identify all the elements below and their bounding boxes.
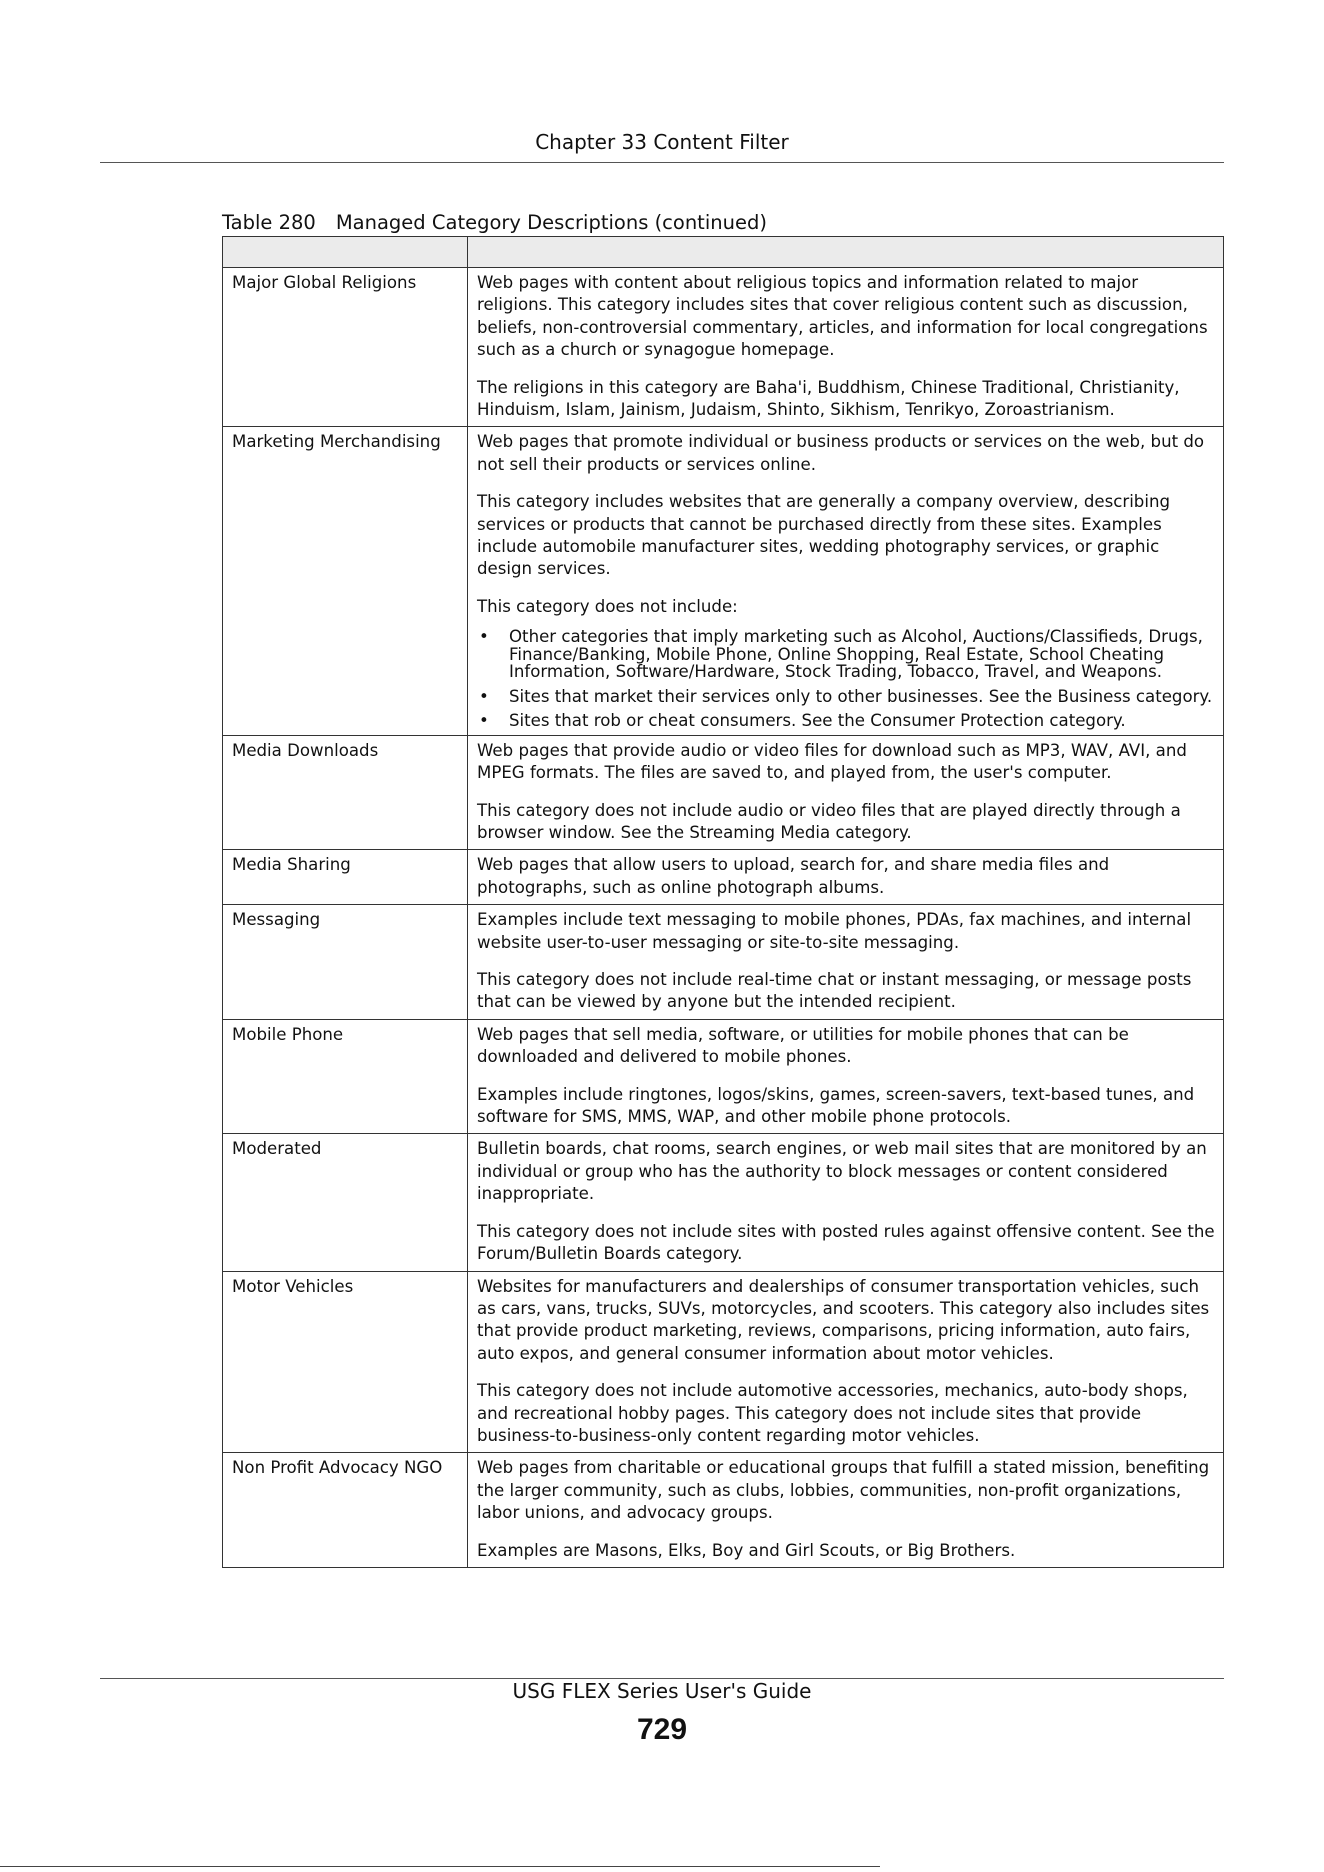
category-name: Moderated <box>223 1134 468 1271</box>
header-cell-description <box>468 237 1224 268</box>
category-name: Non Profit Advocacy NGO <box>223 1453 468 1568</box>
table-title: Managed Category Descriptions (continued) <box>335 211 767 234</box>
table-row <box>223 1453 1224 1568</box>
description-paragraph: Examples include text messaging to mobile phones, PDAs, fax machines, and internal website user-to-user messaging or site-to-site messaging. <box>477 910 1192 952</box>
category-description <box>468 1019 1224 1134</box>
table-header-row <box>223 237 1224 268</box>
category-description <box>468 1271 1224 1453</box>
bullet-icon: • <box>479 711 489 731</box>
category-description <box>468 427 1224 735</box>
table-row <box>223 427 1224 735</box>
chapter-header: Chapter 33 Content Filter <box>535 130 789 154</box>
description-paragraph: Examples include ringtones, logos/skins, games, screen-savers, text-based tunes, and software for SMS, MMS, WAP, and other mobile phone protocols. <box>477 1084 1195 1127</box>
category-name: Media Downloads <box>223 735 468 850</box>
list-item-text: Sites that market their services only to other businesses. See the Business category. <box>509 686 1213 706</box>
list-item <box>477 628 1215 681</box>
guide-title: USG FLEX Series User's Guide <box>512 1679 812 1703</box>
table-row <box>223 1134 1224 1271</box>
category-description <box>468 268 1224 427</box>
description-paragraph: Examples are Masons, Elks, Boy and Girl Scouts, or Big Brothers. <box>477 1540 1016 1560</box>
table-row <box>223 1271 1224 1453</box>
table-row <box>223 905 1224 1020</box>
category-name: Major Global Religions <box>223 268 468 427</box>
description-paragraph: This category includes websites that are generally a company overview, describing services or products that cannot be purchased directly from these sites. Examples include automobile manufacturer sites, wedding photography services, or graphic design services. <box>477 492 1170 579</box>
description-paragraph: Web pages that allow users to upload, search for, and share media files and photographs, such as online photograph albums. <box>477 855 1110 897</box>
category-name: Messaging <box>223 905 468 1020</box>
table-row <box>223 1019 1224 1134</box>
description-paragraph: Web pages that sell media, software, or utilities for mobile phones that can be downloaded and delivered to mobile phones. <box>477 1024 1129 1067</box>
description-paragraph: This category does not include real-time chat or instant messaging, or message posts that can be viewed by anyone but the intended recipient. <box>477 970 1192 1012</box>
category-description <box>468 1134 1224 1271</box>
page-number: 729 <box>636 1713 688 1746</box>
description-paragraph: Web pages that promote individual or business products or services on the web, but do not sell their products or services online. <box>477 432 1205 474</box>
bullet-icon: • <box>479 627 489 647</box>
table-row <box>223 735 1224 850</box>
category-description <box>468 905 1224 1020</box>
table-number: Table 280 <box>222 211 316 234</box>
description-paragraph: Websites for manufacturers and dealerships of consumer transportation vehicles, such as cars, vans, trucks, SUVs, motorcycles, and scooters. This category also includes sites that provide product marketing, reviews, comparisons, pricing information, auto fairs, auto expos, and general consumer information about motor vehicles. <box>477 1276 1210 1363</box>
header-rule <box>100 162 1224 163</box>
category-description <box>468 1453 1224 1568</box>
table-caption <box>222 211 767 234</box>
description-paragraph: Web pages from charitable or educational groups that fulfill a stated mission, benefiting the larger community, such as clubs, lobbies, communities, non-profit organizations, labor unions, and advocacy groups. <box>477 1458 1210 1523</box>
description-paragraph: Web pages that provide audio or video files for download such as MP3, WAV, AVI, and MPEG formats. The files are saved to, and played from, the user's computer. <box>477 740 1187 783</box>
category-name: Media Sharing <box>223 850 468 905</box>
description-paragraph: The religions in this category are Baha'i, Buddhism, Chinese Traditional, Christianity, Hinduism, Islam, Jainism, Judaism, Shinto, Sikhism, Tenrikyo, Zoroastrianism. <box>477 377 1180 420</box>
category-name: Marketing Merchandising <box>223 427 468 735</box>
list-item-text: Sites that rob or cheat consumers. See the Consumer Protection category. <box>509 711 1126 731</box>
category-description <box>468 735 1224 850</box>
list-item-text: Other categories that imply marketing such as Alcohol, Auctions/Classifieds, Drugs, Finance/Banking, Mobile Phone, Online Shopping, Real Estate, School Cheating Information, Software/Hardware, Stock Trading, Tobacco, Travel, and Weapons. <box>509 627 1203 682</box>
description-paragraph: This category does not include audio or video files that are played directly through a browser window. See the Streaming Media category. <box>477 800 1181 842</box>
description-paragraph: This category does not include automotive accessories, mechanics, auto-body shops, and recreational hobby pages. This category does not include sites that provide business-to-business-only content regarding motor vehicles. <box>477 1381 1188 1445</box>
description-paragraph: Web pages with content about religious topics and information related to major religions. This category includes sites that cover religious content such as discussion, beliefs, non-controversial commentary, articles, and information for local congregations such as a church or synagogue homepage. <box>477 273 1208 360</box>
list-item <box>477 688 1215 706</box>
category-description <box>468 850 1224 905</box>
bottom-edge-line <box>0 1866 880 1867</box>
bullet-icon: • <box>479 686 489 706</box>
description-paragraph: Bulletin boards, chat rooms, search engines, or web mail sites that are monitored by an individual or group who has the authority to block messages or content considered inappropriate. <box>477 1139 1207 1204</box>
category-name: Mobile Phone <box>223 1019 468 1134</box>
table-row <box>223 850 1224 905</box>
description-paragraph: This category does not include sites with posted rules against offensive content. See the Forum/Bulletin Boards category. <box>477 1221 1215 1264</box>
list-item <box>477 712 1215 730</box>
exclusion-list <box>477 628 1215 730</box>
table-row <box>223 268 1224 427</box>
category-name: Motor Vehicles <box>223 1271 468 1453</box>
header-cell-category <box>223 237 468 268</box>
description-paragraph: This category does not include: <box>477 596 738 616</box>
category-table <box>222 236 1224 1568</box>
